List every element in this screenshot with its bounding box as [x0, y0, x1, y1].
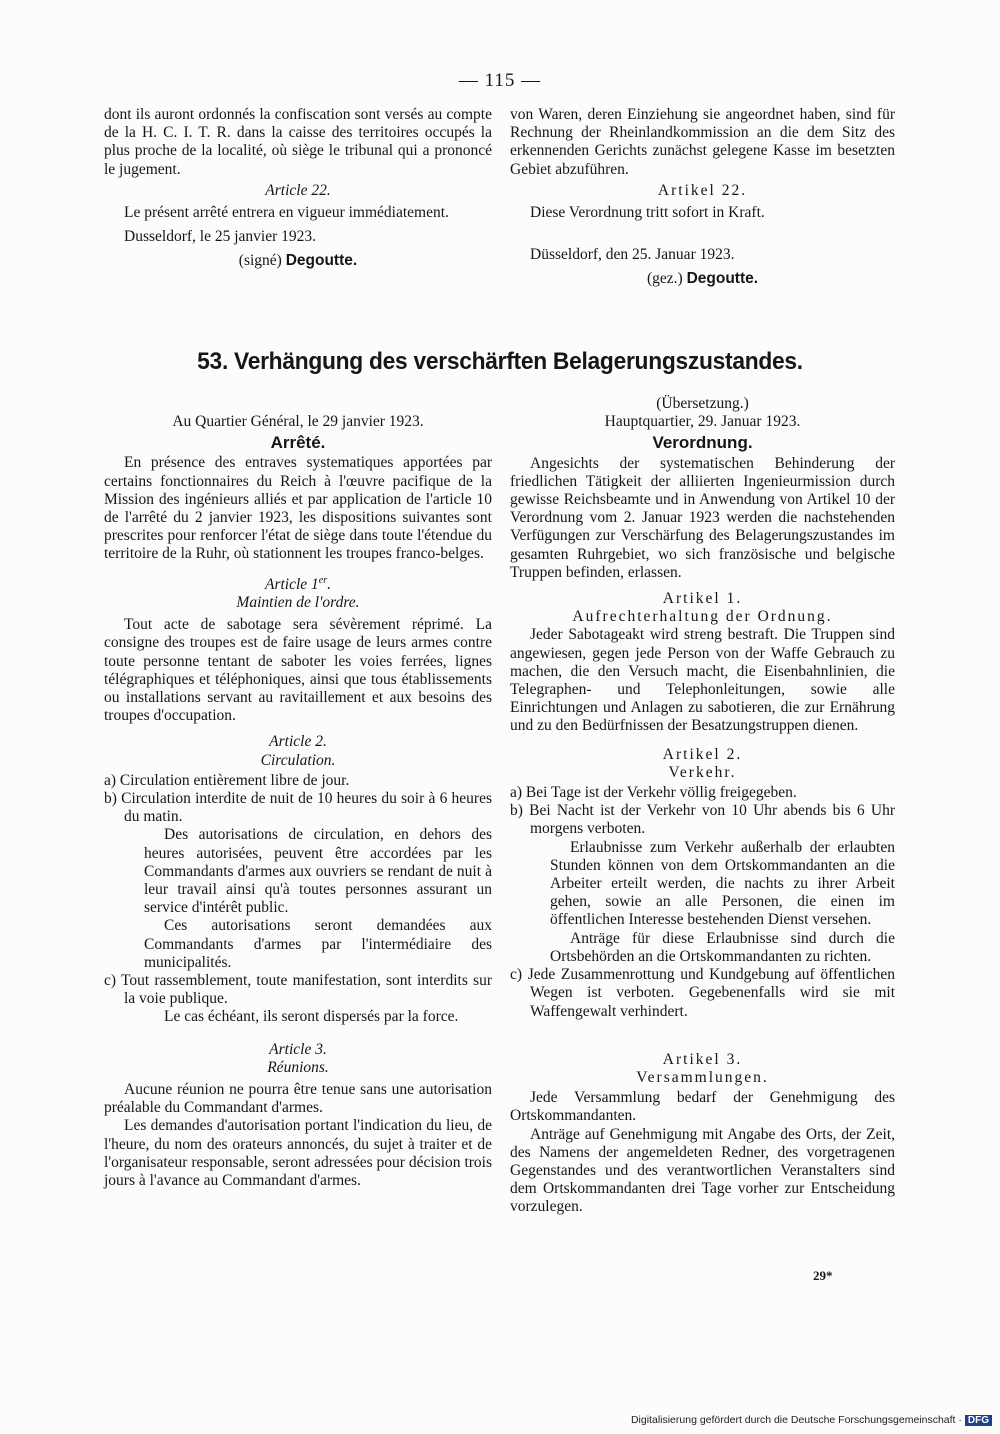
de-article-2-a: a) Bei Tage ist der Verkehr völlig freigegeben. — [510, 784, 797, 802]
fr-signature-prefix: (signé) — [238, 252, 282, 270]
de-article-22-heading: Artikel 22. — [657, 181, 748, 199]
fr-article-3-para-1: Aucune réunion ne pourra être tenue sans une autorisation préalable du Commandant d'armes. — [104, 1081, 492, 1117]
de-title: Verordnung. — [652, 433, 753, 453]
de-article-3-subheading: Versammlungen. — [636, 1068, 769, 1086]
fr-article-2-b: b) Circulation interdite de nuit de 10 heures du soir à 6 heures du matin. — [104, 790, 492, 826]
fr-article-3-subheading: Réunions. — [267, 1058, 329, 1076]
fr-article-3-para-2: Les demandes d'autorisation portant l'indication du lieu, de l'heure, du nom des orateurs annoncés, du sujet à traiter et de l'organisateur responsable, seront adressées pour décision trois jours à l'avance au Commandant d'armes. — [104, 1117, 492, 1190]
de-article-2-subheading: Verkehr. — [668, 763, 737, 781]
fr-article-1-subheading: Maintien de l'ordre. — [236, 593, 360, 611]
de-article-2-b-para-1: Erlaubnisse zum Verkehr außerhalb der erlaubten Stunden können von dem Ortskommandanten an die Arbeiter erteilt werden, die nachts zu ihrer Arbeit gehen, sowie an alle Personen, die einen im öffentlichen Interesse bestehenden Dienst versehen. — [550, 838, 895, 929]
de-article-22-text: Diese Verordnung tritt sofort in Kraft. — [530, 204, 765, 222]
fr-article-2-b-para-1: Des autorisations de circulation, en dehors des heures autorisées, peuvent être accordées par les Commandants d'armes aux ouvriers se rendant de nuit à leur travail ainsi qu'à toutes personnes assurant un service d'intérêt public. — [144, 826, 492, 917]
fr-article-1-heading — [104, 572, 492, 594]
de-continuation: von Waren, deren Einziehung sie angeordnet haben, sind für Rechnung der Rheinlandkommission an die dem Sitz des erkennenden Gerichts zunächst gelegene Kasse im besetzten Gebiet abzuführen. — [510, 106, 895, 178]
top-german-column — [510, 106, 895, 289]
footer — [631, 1414, 992, 1426]
fr-article-2-subheading: Circulation. — [260, 751, 336, 769]
fr-article-2-heading: Article 2. — [269, 733, 327, 751]
fr-signature — [104, 252, 492, 270]
top-french-column — [104, 106, 492, 271]
de-place-date: Düsseldorf, den 25. Januar 1923. — [530, 246, 735, 264]
de-translation-note: (Übersetzung.) — [656, 395, 749, 412]
fr-title: Arrêté. — [270, 433, 326, 453]
de-article-3-para-2: Anträge auf Genehmigung mit Angabe des Orts, der Zeit, des Namens der angemeldeten Redner, des vorgetragenen Gegenstandes und des verantwortlichen Veranstalters sind dem Ortskommandanten drei Tage vorher zur Entscheidung vorzulegen. — [510, 1125, 895, 1216]
fr-article-22-heading: Article 22. — [265, 181, 331, 199]
fr-article-2-a: a) Circulation entièrement libre de jour. — [104, 771, 350, 789]
de-article-1-text: Jeder Sabotageakt wird streng bestraft. Die Truppen sind angewiesen, gegen jede Person von der Waffe Gebrauch zu machen, die den Versuch macht, die Eisenbahnlinien, die Telegraphen- und Telephonleitungen, sowie alle Einrichtungen und Anlagen zu sabotieren, die zur Ernährung und zu den Bedürfnissen der Besatzungstruppen dienen. — [510, 626, 895, 735]
sheet-number: 29* — [813, 1268, 833, 1283]
fr-article-1-dot: . — [327, 575, 332, 593]
fr-article-2-c-para-1: Le cas échéant, ils seront dispersés par la force. — [164, 1008, 459, 1026]
fr-article-2-b-para-2: Ces autorisations seront demandées aux Commandants d'armes par l'intermédiaire des municipalités. — [144, 917, 492, 971]
de-signature-prefix: (gez.) — [646, 270, 683, 288]
de-article-2-b-para-2: Anträge für diese Erlaubnisse sind durch die Ortsbehörden an die Ortskommandanten zu richten. — [550, 929, 895, 965]
page-number: — 115 — — [458, 70, 542, 91]
de-signature — [510, 270, 895, 288]
fr-article-1-label: Article 1 — [264, 575, 319, 593]
de-article-3-para-1: Jede Versammlung bedarf der Genehmigung des Ortskommandanten. — [510, 1089, 895, 1125]
fr-article-22-text: Le présent arrêté entrera en vigueur immédiatement. — [124, 204, 449, 222]
de-article-2-b: b) Bei Nacht ist der Verkehr von 10 Uhr abends bis 6 Uhr morgens verboten. — [510, 802, 895, 838]
section-heading: 53. Verhängung des verschärften Belagerungszustandes. — [197, 348, 803, 375]
fr-intro: En présence des entraves systematiques apportées par certains fonctionnaires du Reich à l'œuvre pacifique de la Mission des ingénieurs alliés et par application de l'article 10 de l'arrêté du 2 janvier 1923, les dispositions suivantes sont prescrites pour renforcer l'état de siège dans toute l'étendue du territoire de la Ruhr, où stationnent les troupes franco-belges. — [104, 454, 492, 563]
fr-place-date: Dusseldorf, le 25 janvier 1923. — [124, 228, 316, 246]
de-article-2-heading: Artikel 2. — [662, 745, 743, 763]
de-article-3-heading: Artikel 3. — [662, 1050, 743, 1068]
main-french-column — [104, 413, 492, 1190]
fr-article-1-text: Tout acte de sabotage sera sévèrement réprimé. La consigne des troupes est de faire usage de leurs armes contre toute personne tentant de saboter les voies ferrées, lignes télégraphiques et téléphoniques, ainsi que tous établissements ou installations servant au ravitaillement et aux besoins des troupes d'occupation. — [104, 616, 492, 725]
fr-continuation: dont ils auront ordonnés la confiscation sont versés au compte de la H. C. I. T. R. dans la caisse des territoires occupés la plus proche de la localité, où siège le tribunal qui a prononcé le jugement. — [104, 106, 492, 178]
dfg-logo: DFG — [965, 1415, 992, 1426]
fr-headquarters: Au Quartier Général, le 29 janvier 1923. — [172, 413, 424, 430]
de-article-1-subheading: Aufrechterhaltung der Ordnung. — [572, 608, 833, 626]
de-signature-name: Degoutte. — [686, 270, 759, 288]
de-headquarters: Hauptquartier, 29. Januar 1923. — [604, 413, 801, 431]
footer-text: Digitalisierung gefördert durch die Deutsche Forschungsgemeinschaft · — [630, 1414, 962, 1426]
fr-article-3-heading: Article 3. — [269, 1040, 327, 1058]
main-german-column — [510, 395, 895, 1217]
fr-signature-name: Degoutte. — [285, 252, 358, 270]
fr-article-2-c: c) Tout rassemblement, toute manifestation, sont interdits sur la voie publique. — [104, 972, 492, 1008]
fr-article-1-sup: er — [318, 574, 328, 586]
de-article-1-heading: Artikel 1. — [662, 590, 743, 608]
de-article-2-c: c) Jede Zusammenrottung und Kundgebung auf öffentlichen Wegen ist verboten. Gegebenenfalls wird sie mit Waffengewalt verhindert. — [510, 966, 895, 1020]
de-intro: Angesichts der systematischen Behinderung der friedlichen Tätigkeit der alliierten Ingenieurmission durch gewisse Reichsbeamte und in Anwendung von Artikel 10 der Verordnung vom 2. Januar 1923 werden die nachstehenden Verfügungen zur Verschärfung des Belagerungszustandes im gesamten Ruhrgebiet, wo sich französische und belgische Truppen befinden, erlassen. — [510, 454, 895, 581]
